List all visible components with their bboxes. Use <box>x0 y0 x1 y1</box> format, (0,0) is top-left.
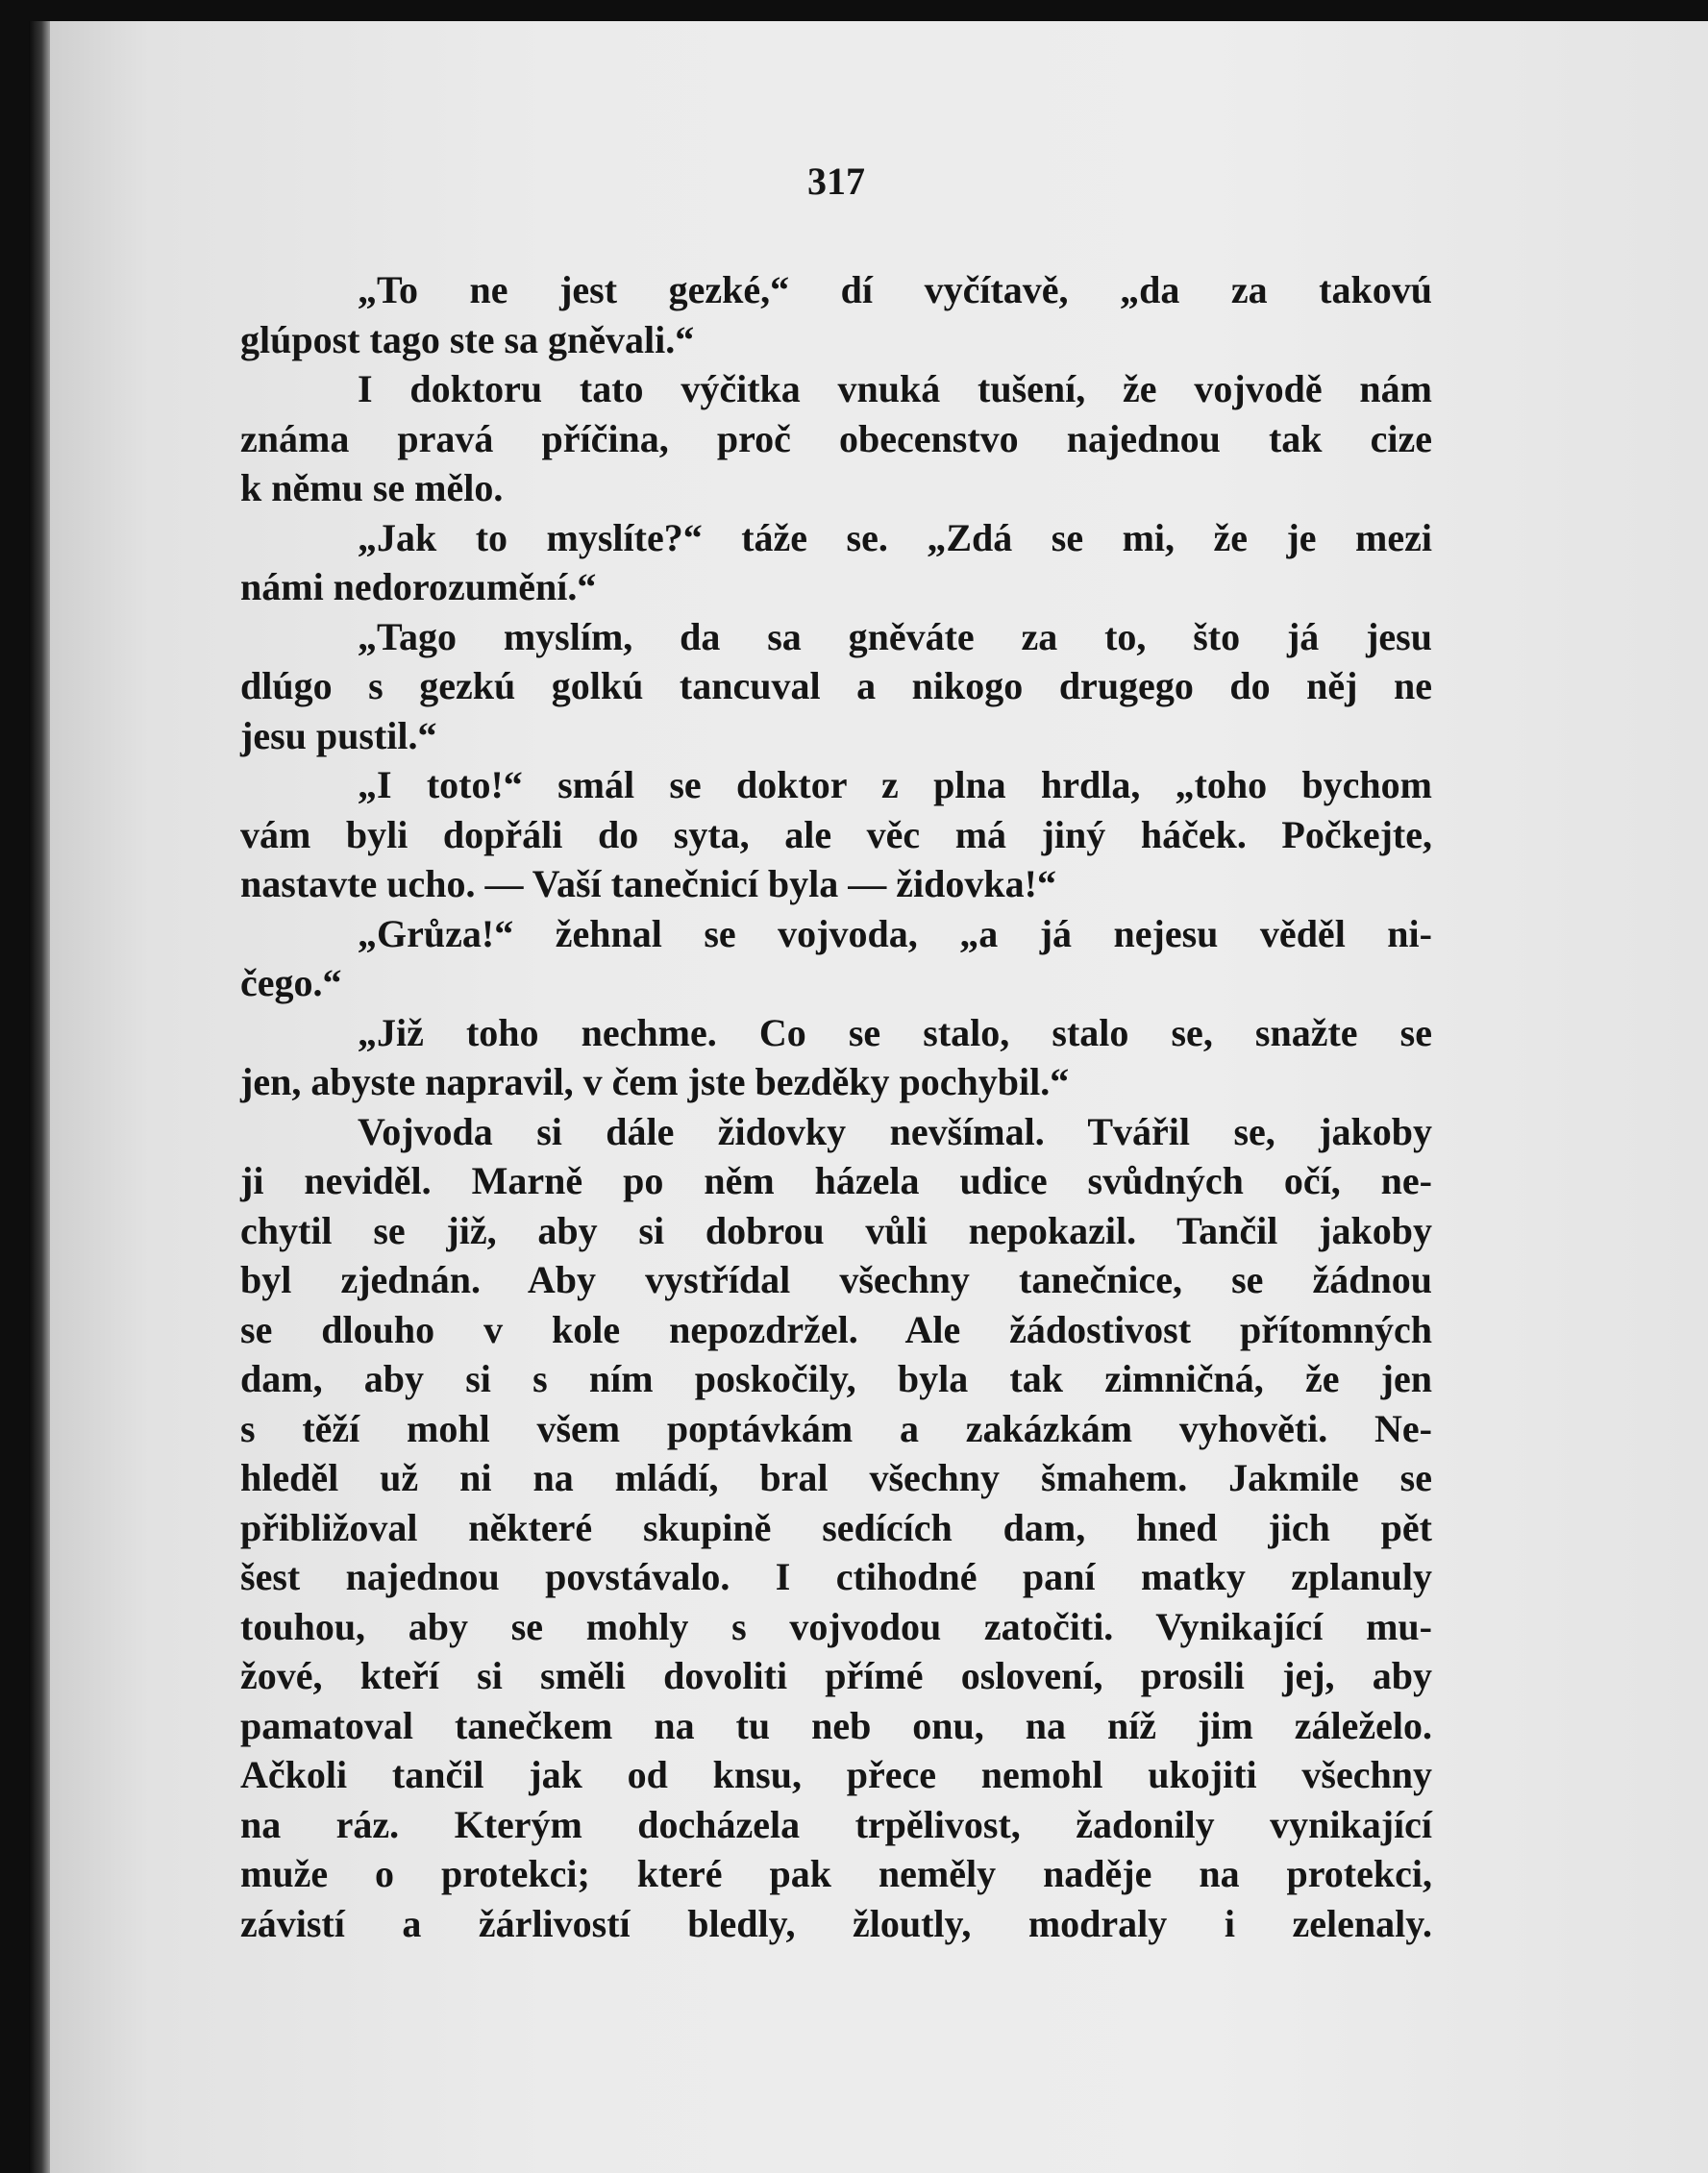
text-line: dam, aby si s ním poskočily, byla tak zimničná, že jen <box>240 1357 1432 1400</box>
text-line: přibližoval některé skupině sedících dam, hned jich pět <box>240 1505 1432 1549</box>
text-line: „Jak to myslíte?“ táže se. „Zdá se mi, že je mezi <box>358 515 1432 559</box>
text-line: závistí a žárlivostí bledly, žloutly, modraly i zelenaly. <box>240 1901 1432 1945</box>
text-line: muže o protekci; které pak neměly naděje na protekci, <box>240 1852 1432 1895</box>
text-line: hleděl už ni na mládí, bral všechny šmahem. Jakmile se <box>240 1456 1432 1499</box>
text-line: se dlouho v kole nepozdržel. Ale žádostivost přítomných <box>240 1307 1432 1351</box>
text-line: „I toto!“ smál se doktor z plna hrdla, „toho bychom <box>358 763 1432 806</box>
text-line: I doktoru tato výčitka vnuká tušení, že vojvodě nám <box>358 367 1432 410</box>
text-line: na ráz. Kterým docházela trpělivost, žadonily vynikající <box>240 1802 1432 1846</box>
text-line: ji neviděl. Marně po něm házela udice svůdných očí, ne- <box>240 1159 1432 1202</box>
text-line: byl zjednán. Aby vystřídal všechny tanečnice, se žádnou <box>240 1258 1432 1301</box>
text-line: glúpost tago ste sa gněvali.“ <box>240 317 695 361</box>
text-line: „Grůza!“ žehnal se vojvoda, „a já nejesu věděl ni- <box>358 911 1432 955</box>
page-number: 317 <box>807 160 865 203</box>
text-line: nastavte ucho. — Vaší tanečnicí byla — židovka!“ <box>240 862 1056 905</box>
text-line: Ačkoli tančil jak od knsu, přece nemohl ukojiti všechny <box>240 1753 1432 1796</box>
text-line: „Již toho nechme. Co se stalo, stalo se, snažte se <box>358 1010 1432 1054</box>
text-line: s těží mohl všem poptávkám a zakázkám vyhověti. Ne- <box>240 1406 1432 1450</box>
text-line: jen, abyste napravil, v čem jste bezděky pochybil.“ <box>240 1060 1070 1103</box>
text-line: „To ne jest gezké,“ dí vyčítavě, „da za takovú <box>358 268 1432 311</box>
text-line: čego.“ <box>240 961 342 1004</box>
text-line: chytil se již, aby si dobrou vůli nepokazil. Tančil jakoby <box>240 1208 1432 1252</box>
text-line: žové, kteří si směli dovoliti přímé oslovení, prosili jej, aby <box>240 1654 1432 1697</box>
text-line: dlúgo s gezkú golkú tancuval a nikogo drugego do něj ne <box>240 664 1432 707</box>
body-text <box>240 265 1432 1948</box>
text-line: touhou, aby se mohly s vojvodou zatočiti. Vynikající mu- <box>240 1604 1432 1648</box>
text-line: „Tago myslím, da sa gněváte za to, što já jesu <box>358 614 1432 658</box>
text-line: vám byli dopřáli do syta, ale věc má jiný háček. Počkejte, <box>240 812 1432 856</box>
text-line: pamatoval tanečkem na tu neb onu, na níž jim záleželo. <box>240 1703 1432 1747</box>
text-line: šest najednou povstávalo. I ctihodné paní matky zplanuly <box>240 1555 1432 1598</box>
text-line: známa pravá příčina, proč obecenstvo najednou tak cize <box>240 416 1432 460</box>
page-edge-shadow <box>29 21 50 2173</box>
text-line: k němu se mělo. <box>240 466 504 509</box>
text-line: námi nedorozumění.“ <box>240 565 597 608</box>
text-line: Vojvoda si dále židovky nevšímal. Tvářil se, jakoby <box>358 1109 1432 1153</box>
text-line: jesu pustil.“ <box>240 713 437 757</box>
